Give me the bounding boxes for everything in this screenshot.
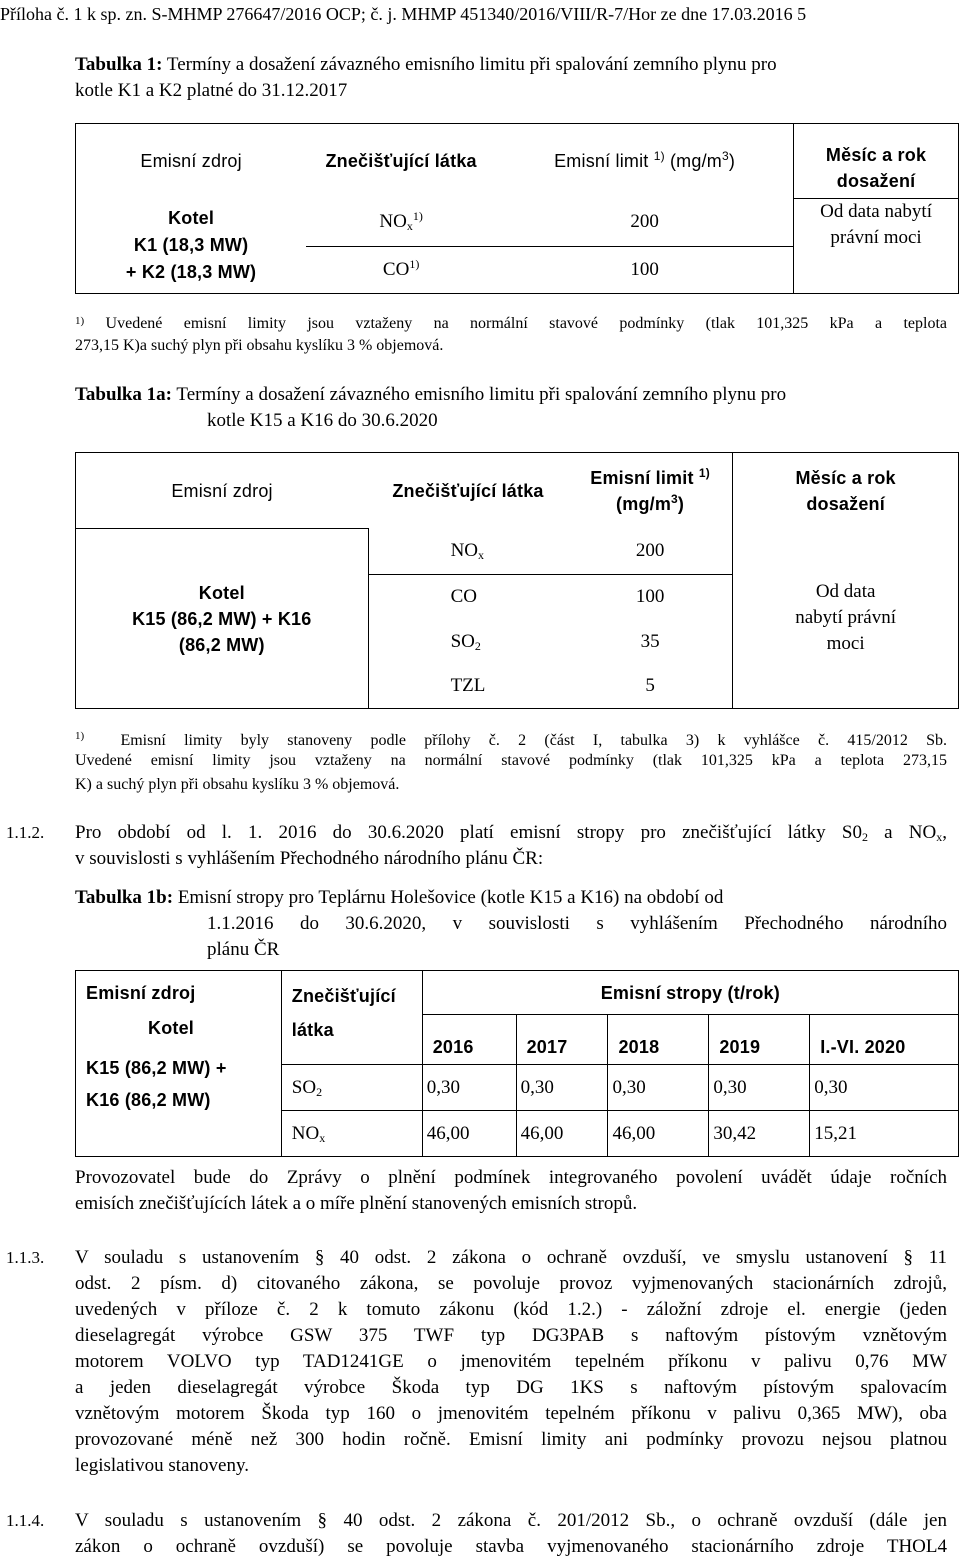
table1-cell-value	[496, 247, 794, 294]
header-text: Znečišťující látka	[325, 151, 477, 172]
value: 0,30	[814, 1076, 848, 1098]
table1a-caption-line2	[207, 408, 960, 434]
paragraph-text: v souvislosti s vyhlášením Přechodného národního plánu ČR:	[75, 848, 544, 869]
table1a-header-latka	[368, 453, 568, 529]
paragraph-text: uvedených v příloze č. 2 k tomuto zákonu (kód 1.2.) - záložní zdroje el. energie (jeden	[75, 1299, 947, 1320]
unit-sup: 3	[721, 149, 729, 164]
paragraph-text: a jeden dieselagregát výrobce Škoda typ DG 1KS s naftovým pístovým spalovacím	[75, 1377, 947, 1398]
footnote-mark: 1)	[698, 465, 710, 480]
section-113-line	[75, 1297, 947, 1323]
section-114-line	[75, 1534, 947, 1560]
value: 15,21	[814, 1122, 857, 1144]
table1b-caption-text3: plánu ČR	[207, 939, 280, 960]
section-113-line	[75, 1349, 947, 1375]
pollutant-sub: x	[406, 219, 413, 234]
table1-header-mesic	[794, 124, 959, 199]
table1b-cell	[810, 1111, 959, 1157]
table1b-cell	[516, 1065, 608, 1111]
value: 5	[645, 675, 655, 697]
unit-sup: 3	[671, 491, 678, 506]
footnote-text: Uvedené emisní limity jsou vztaženy na normální stavové podmínky (tlak 101,325 kPa a teplota 273,15	[75, 752, 947, 769]
pollutant-sub: 2	[316, 1084, 323, 1099]
pollutant: SO	[450, 631, 475, 652]
section-113-line	[75, 1375, 947, 1401]
year: I.-VI. 2020	[820, 1036, 906, 1057]
when-line: právní moci	[830, 227, 922, 248]
table1-header-latka	[306, 124, 496, 199]
sub: 2	[861, 830, 868, 844]
section-number-text: 1.1.3.	[6, 1248, 45, 1267]
table1b-cell	[516, 1111, 608, 1157]
section-number-text: 1.1.4.	[6, 1511, 45, 1530]
table1a-caption	[75, 382, 947, 408]
paragraph-text: Pro období od l. 1. 2016 do 30.6.2020 platí emisní stropy pro znečišťující látky S0	[75, 822, 862, 843]
unit: (mg/m	[669, 151, 722, 172]
table1b-cell	[608, 1065, 709, 1111]
footnote-text: Uvedené emisní limity jsou vztaženy na normální stavové podmínky (tlak 101,325 kPa a teplota	[105, 315, 947, 332]
table1a-source	[76, 529, 369, 709]
source-line: Kotel	[168, 208, 215, 229]
table1a-caption-text: Termíny a dosažení závazného emisního limitu při spalování zemního plynu pro	[176, 384, 787, 405]
header-text: Emisní zdroj	[171, 480, 273, 501]
source-line: Kotel	[198, 582, 245, 603]
table1a-cell-value	[568, 620, 733, 665]
unit-end: )	[728, 151, 736, 172]
table1a-note-line2	[75, 749, 947, 772]
table1b-cell	[810, 1065, 959, 1111]
footnote-text: K) a suchý plyn při obsahu kyslíku 3 % objemová.	[75, 776, 400, 793]
table1a-cell-pollutant	[368, 620, 568, 665]
table1-header-zdroj	[76, 124, 307, 199]
table1b-caption-text2: 1.1.2016 do 30.6.2020, v souvislosti s vyhlášením Přechodného národního	[207, 913, 947, 934]
table1a	[75, 452, 959, 709]
value: 0,30	[426, 1076, 460, 1098]
table1a-when	[733, 529, 959, 709]
header-text: Emisní stropy (t/rok)	[600, 982, 780, 1003]
source-line: K16 (86,2 MW)	[86, 1089, 211, 1110]
header-text: Emisní zdroj	[86, 982, 196, 1003]
table1b	[75, 970, 959, 1157]
section-113-line	[75, 1427, 947, 1453]
pollutant: TZL	[450, 675, 486, 697]
table1a-header-zdroj	[76, 453, 369, 529]
table1b-cell	[608, 1111, 709, 1157]
table1a-caption-text2: kotle K15 a K16 do 30.6.2020	[207, 410, 438, 431]
table1a-cell-value	[568, 529, 733, 575]
table1b-cell	[709, 1065, 810, 1111]
table1b-after-line1	[75, 1165, 947, 1191]
when-line: nabytí právní	[795, 607, 897, 629]
source-line: Kotel	[148, 1017, 194, 1038]
section-113-line	[75, 1245, 947, 1271]
pollutant-sub: 2	[474, 639, 481, 653]
table1b-year	[608, 1015, 709, 1065]
table1b-year	[810, 1015, 959, 1065]
table1a-note	[75, 725, 947, 752]
table1b-cell	[422, 1111, 516, 1157]
table1-caption-line2	[75, 78, 947, 104]
sub: x	[936, 830, 943, 844]
value: 35	[640, 631, 660, 652]
table1-header-limit	[496, 124, 794, 199]
source-line: K15 (86,2 MW) + K16	[132, 608, 312, 629]
source-line: K1 (18,3 MW)	[133, 235, 249, 256]
table1a-cell-pollutant	[368, 665, 568, 709]
section-number	[6, 1508, 66, 1534]
paragraph-text: V souladu s ustanovením § 40 odst. 2 zákona o ochraně ovzduší, ve smyslu ustanovení § 11	[75, 1247, 947, 1268]
section-113-line	[75, 1453, 947, 1479]
section-113-line	[75, 1401, 947, 1427]
table1a-header-mesic	[733, 453, 959, 529]
table1-source	[76, 199, 307, 294]
year: 2019	[719, 1036, 761, 1057]
table1b-caption-line2	[207, 911, 947, 937]
table1-cell-value	[496, 199, 794, 247]
page-header	[0, 2, 960, 26]
paragraph-text: dieselagregát výrobce GSW 375 TWF typ DG3PAB s naftovým pístovým vznětovým	[75, 1325, 947, 1346]
header-text: Měsíc a rok	[795, 467, 896, 488]
table1a-cell-pollutant	[368, 529, 568, 575]
table1b-caption-label: Tabulka 1b:	[75, 887, 174, 908]
footnote-mark: 1)	[409, 257, 420, 271]
table1b-source	[76, 1015, 282, 1157]
paragraph-text: ,	[942, 822, 947, 843]
source-line: (86,2 MW)	[178, 634, 265, 655]
value: 100	[630, 259, 659, 280]
table1b-caption-line3	[207, 937, 960, 963]
table1b-header-stropy	[422, 971, 958, 1015]
when-line: Od data	[815, 581, 876, 603]
value: 200	[635, 540, 665, 562]
footnote-mark: 1)	[75, 315, 85, 327]
footnote-text: Emisní limity byly stanoveny podle přílohy č. 2 (část I, tabulka 3) k vyhlášce č. 415/2012 Sb.	[120, 732, 948, 749]
table1a-note-line3	[75, 773, 947, 796]
table1a-cell-pollutant	[368, 575, 568, 620]
table1b-caption	[75, 885, 947, 911]
page-header-text: Příloha č. 1 k sp. zn. S-MHMP 276647/2016 OCP; č. j. MHMP 451340/2016/VIII/R-7/Hor ze dne 17.03.2016 5	[0, 4, 807, 24]
table1b-year	[709, 1015, 810, 1065]
table1b-header-zdroj	[76, 971, 282, 1015]
header-text: látka	[291, 1020, 334, 1040]
paragraph-text: vznětovým motorem Škoda typ 160 o jmenovitém tepelném příkonu v palivu 0,365 MW), oba	[75, 1403, 947, 1424]
section-114-line	[75, 1508, 947, 1534]
value: 0,30	[713, 1076, 747, 1098]
table1a-caption-label: Tabulka 1a:	[75, 384, 172, 405]
table1b-cell-pollutant	[281, 1065, 422, 1111]
footnote-mark: 1)	[75, 730, 85, 742]
pollutant: SO	[291, 1076, 317, 1098]
paragraph-text: a NO	[867, 822, 937, 843]
table1b-after-line2	[75, 1191, 947, 1217]
paragraph-text: motorem VOLVO typ TAD1241GE o jmenovitém tepelném příkonu v palivu 0,76 MW	[75, 1351, 947, 1372]
table1a-header-limit	[568, 453, 733, 529]
paragraph-text: provozované méně než 300 hodin ročně. Emisní limity ani podmínky provozu nejsou platnou	[75, 1429, 947, 1450]
unit: (mg/m	[616, 493, 672, 514]
footnote-mark: 1)	[412, 209, 423, 224]
pollutant: CO	[382, 259, 410, 280]
paragraph-text: V souladu s ustanovením § 40 odst. 2 zákona č. 201/2012 Sb., o ochraně ovzduší (dále jen	[75, 1510, 947, 1531]
paragraph-text: odst. 2 písm. d) citovaného zákona, se povoluje provoz vyjmenovaných stacionárních zdrojů,	[75, 1273, 947, 1294]
pollutant: CO	[450, 586, 477, 608]
table1b-year	[422, 1015, 516, 1065]
header-text: dosažení	[836, 171, 916, 191]
year: 2016	[432, 1036, 474, 1057]
when-line: moci	[826, 633, 865, 655]
value: 100	[635, 586, 665, 608]
header-text: Znečišťující	[291, 986, 396, 1006]
header-text: dosažení	[806, 493, 885, 514]
table1-caption	[75, 52, 947, 78]
year: 2017	[526, 1036, 568, 1057]
when-line: Od data nabytí	[820, 201, 932, 222]
year: 2018	[618, 1036, 660, 1057]
paragraph-text: legislativou stanoveny.	[75, 1455, 249, 1476]
table1-caption-text2: kotle K1 a K2 platné do 31.12.2017	[75, 80, 348, 101]
value: 0,30	[520, 1076, 554, 1098]
section-number-text: 1.1.2.	[6, 823, 45, 842]
unit-end: )	[677, 493, 685, 514]
pollutant: NO	[450, 540, 479, 562]
table1-when	[794, 199, 959, 294]
section-113-line	[75, 1323, 947, 1349]
pollutant: NO	[379, 211, 407, 233]
pollutant: NO	[291, 1122, 320, 1144]
paragraph-text: Provozovatel bude do Zprávy o plnění podmínek integrovaného povolení uvádět údaje ročních	[75, 1167, 947, 1188]
table1-cell-pollutant	[306, 199, 496, 247]
table1-caption-text: Termíny a dosažení závazného emisního limitu při spalování zemního plynu pro	[166, 54, 777, 75]
header-text: Měsíc a rok	[825, 145, 927, 165]
value: 46,00	[520, 1122, 564, 1144]
table1-note-line2	[75, 334, 947, 357]
value: 46,00	[612, 1122, 656, 1144]
paragraph-text: zákon o ochraně ovzduší) se povoluje stavba vyjmenovaného stacionárního zdroje THOL4	[75, 1536, 947, 1557]
header-text: Emisní limit	[554, 151, 649, 172]
table1-caption-label: Tabulka 1:	[75, 54, 163, 75]
value: 0,30	[612, 1076, 646, 1098]
section-number	[6, 820, 66, 846]
table1b-caption-text: Emisní stropy pro Teplárnu Holešovice (kotle K15 a K16) na období od	[177, 887, 724, 908]
pollutant-sub: x	[478, 548, 485, 563]
section-112-line1	[75, 820, 947, 846]
section-number	[6, 1245, 66, 1271]
footnote-mark: 1)	[653, 149, 665, 164]
source-line: K15 (86,2 MW) +	[86, 1057, 227, 1078]
table1b-header-latka	[281, 971, 422, 1065]
table1b-cell	[709, 1111, 810, 1157]
source-line: + K2 (18,3 MW)	[125, 262, 257, 283]
pollutant-sub: x	[319, 1130, 326, 1145]
table1a-cell-value	[568, 575, 733, 620]
table1b-cell	[422, 1065, 516, 1111]
value: 30,42	[713, 1122, 757, 1144]
header-text: Znečišťující látka	[392, 480, 544, 501]
header-text: Emisní zdroj	[140, 151, 242, 172]
section-113-line	[75, 1271, 947, 1297]
footnote-text: 273,15 K)a suchý plyn při obsahu kyslíku 3 % objemová.	[75, 337, 444, 354]
table1-cell-pollutant	[306, 247, 496, 294]
table1-note	[75, 310, 947, 335]
paragraph-text: emisích znečišťujících látek a o míře plnění stanovených emisních stropů.	[75, 1193, 638, 1214]
table1	[75, 123, 959, 294]
value: 200	[630, 211, 659, 233]
section-112-line2	[75, 846, 947, 872]
value: 46,00	[426, 1122, 470, 1144]
header-text: Emisní limit	[590, 467, 694, 488]
table1a-cell-value	[568, 665, 733, 709]
table1b-year	[516, 1015, 608, 1065]
table1b-cell-pollutant	[281, 1111, 422, 1157]
